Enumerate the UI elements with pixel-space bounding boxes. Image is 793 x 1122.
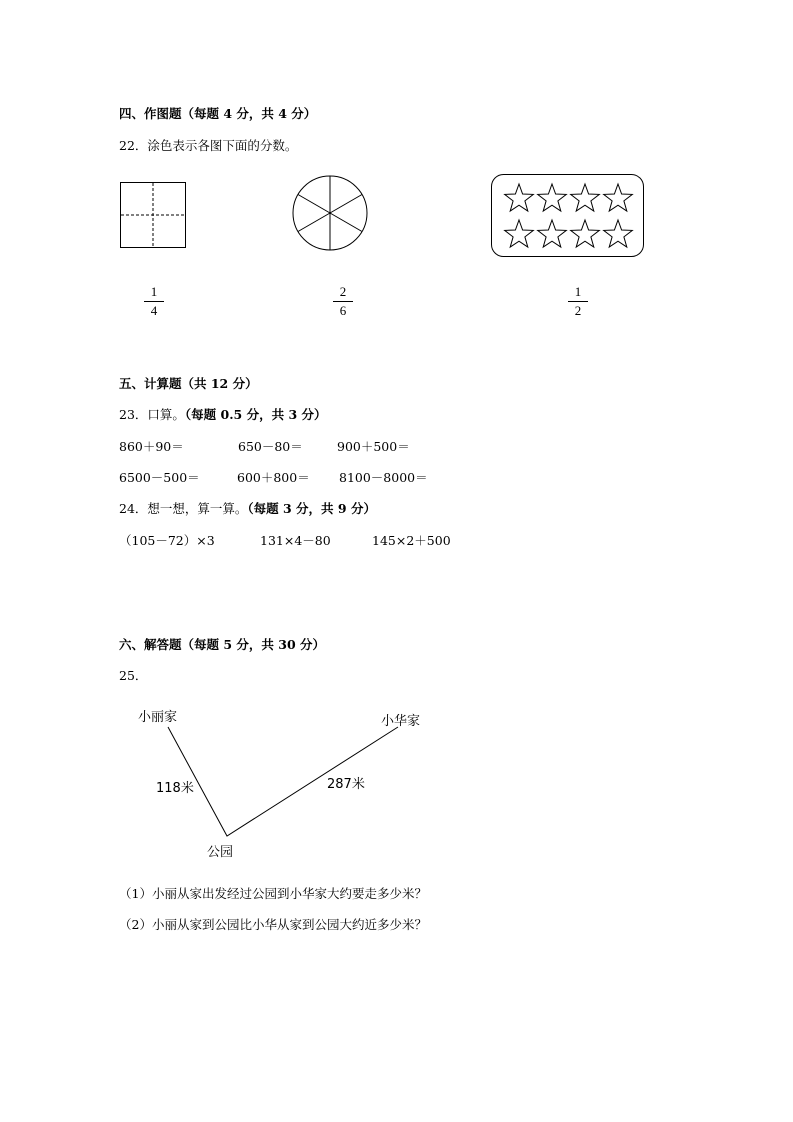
star-icon [604, 220, 633, 247]
circle-figure [293, 176, 367, 250]
expr: 600＋800＝ [237, 470, 310, 485]
expr: 131×4－80 [260, 533, 331, 548]
expr: 900＋500＝ [337, 439, 410, 454]
expr: 860＋90＝ [119, 439, 184, 454]
label-park: 公园 [207, 845, 234, 860]
expr: （105－72）×3 [119, 533, 215, 548]
question-22: 22．涂色表示各图下面的分数。 [119, 138, 298, 153]
section-6-title: 六、解答题（每题 5 分，共 30 分） [119, 637, 326, 652]
star-icon [571, 184, 600, 211]
star-icon [538, 184, 567, 211]
expr: 650－80＝ [238, 439, 303, 454]
star-icon [571, 220, 600, 247]
expr: 8100－8000＝ [339, 470, 428, 485]
stars [505, 184, 633, 247]
star-icon [538, 220, 567, 247]
star-icon [604, 184, 633, 211]
question-23: 23．口算。（每题 0.5 分，共 3 分） [119, 407, 327, 422]
question-24: 24．想一想，算一算。（每题 3 分，共 9 分） [119, 501, 376, 516]
label-distance-118: 118米 [156, 781, 194, 796]
fraction-1-2: 1 2 [568, 284, 588, 319]
label-xiaoli-home: 小丽家 [138, 710, 178, 725]
sub-question-1: （1）小丽从家出发经过公园到小华家大约要走多少米？ [119, 886, 427, 901]
expr: 6500－500＝ [119, 470, 200, 485]
star-icon [505, 220, 534, 247]
star-icon [505, 184, 534, 211]
section-5-title: 五、计算题（共 12 分） [119, 376, 258, 391]
fraction-1-4: 1 4 [144, 284, 164, 319]
sub-question-2: （2）小丽从家到公园比小华从家到公园大约近多少米？ [119, 917, 427, 932]
expr: 145×2＋500 [372, 533, 451, 548]
fraction-2-6: 2 6 [333, 284, 353, 319]
label-distance-287: 287米 [327, 777, 365, 792]
square-figure [121, 183, 186, 248]
question-25: 25． [119, 668, 148, 683]
label-xiaohua-home: 小华家 [381, 714, 421, 729]
section-4-title: 四、作图题（每题 4 分，共 4 分） [119, 106, 317, 121]
